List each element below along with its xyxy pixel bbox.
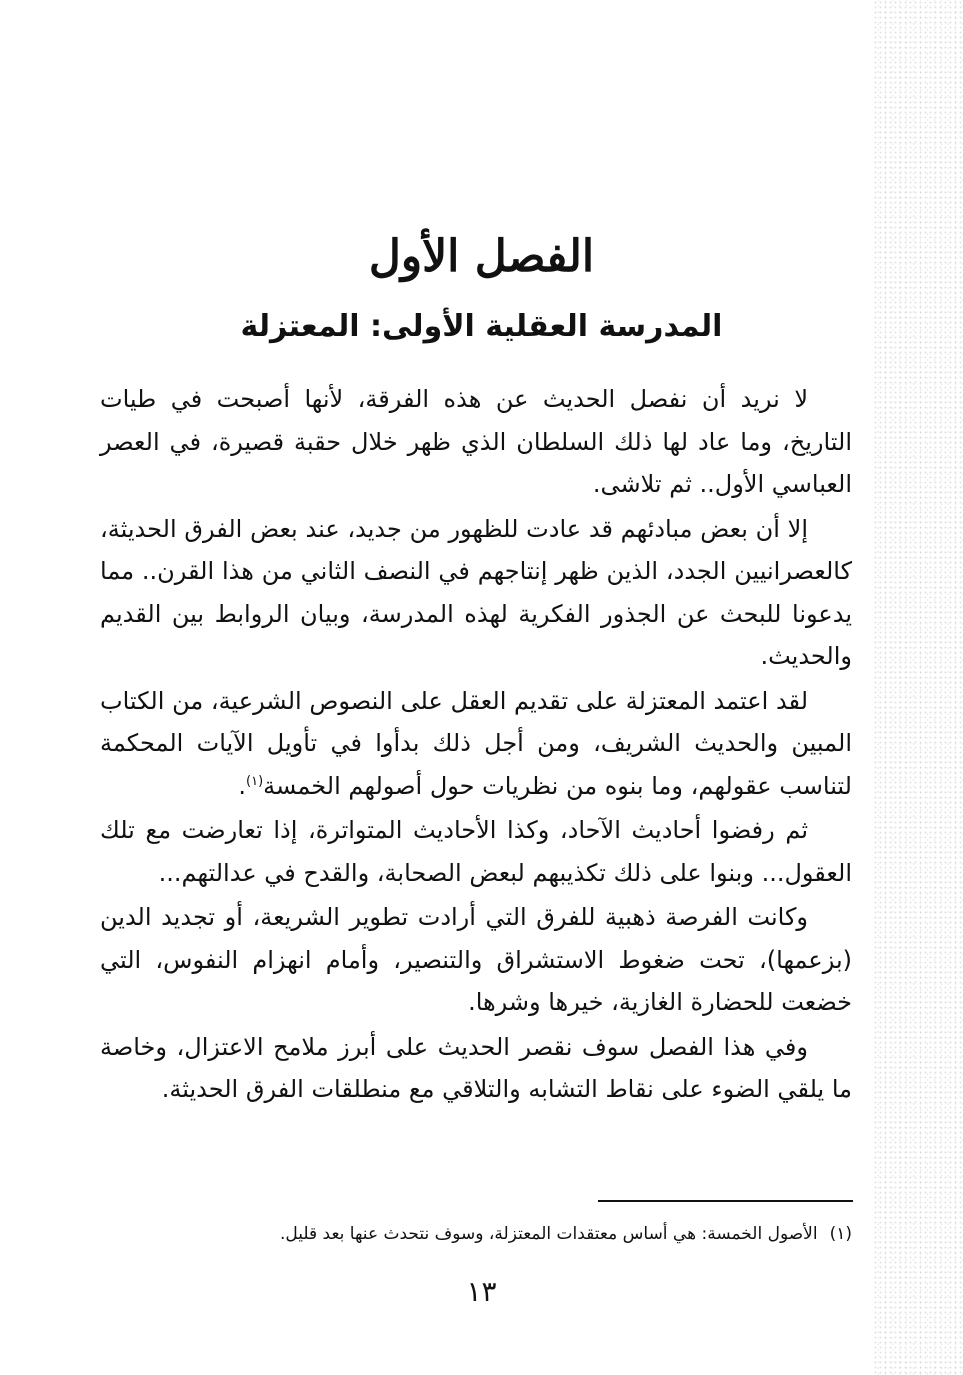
footnote-number: (١)	[829, 1224, 852, 1244]
footnote	[100, 1220, 852, 1248]
footnote-reference: (١)	[246, 773, 264, 789]
chapter-title: الفصل الأول	[368, 231, 595, 282]
section-title: المدرسة العقلية الأولى: المعتزلة	[240, 309, 723, 344]
paragraph-3-end: .	[238, 771, 247, 800]
paragraph-1: لا نريد أن نفصل الحديث عن هذه الفرقة، لأنها أصبحت في طيات التاريخ، وما عاد لها ذلك السلطان الذي ظهر خلال حقبة قصيرة، في العصر العباسي الأول.. ثم تلاشى.	[100, 385, 852, 498]
scan-edge-texture	[873, 0, 963, 1375]
body-text	[100, 378, 852, 1111]
footnote-text: الأصول الخمسة: هي أساس معتقدات المعتزلة، وسوف نتحدث عنها بعد قليل.	[279, 1224, 818, 1244]
paragraph-2: إلا أن بعض مبادئهم قد عادت للظهور من جديد، عند بعض الفرق الحديثة، كالعصرانيين الجدد، الذين ظهر إنتاجهم في النصف الثاني من هذا القرن.. مما يدعونا للبحث عن الجذور الفكرية لهذه المدرسة، وبيان الروابط بين القديم والحديث.	[100, 514, 852, 670]
footnote-divider	[598, 1200, 853, 1202]
paragraph-3-text: لقد اعتمد المعتزلة على تقديم العقل على النصوص الشرعية، من الكتاب المبين والحديث الشريف، ومن أجل ذلك بدأوا في تأويل الآيات المحكمة لتناسب عقولهم، وما بنوه من نظريات حول أصولهم الخمسة	[100, 686, 852, 800]
page-number: ١٣	[466, 1275, 497, 1308]
paragraph-4: ثم رفضوا أحاديث الآحاد، وكذا الأحاديث المتواترة، إذا تعارضت مع تلك العقول... وبنوا على ذلك تكذيبهم لبعض الصحابة، والقدح في عدالتهم...	[100, 816, 852, 887]
paragraph-6: وفي هذا الفصل سوف نقصر الحديث على أبرز ملامح الاعتزال، وخاصة ما يلقي الضوء على نقاط التشابه والتلاقي مع منطلقات الفرق الحديثة.	[100, 1032, 852, 1103]
paragraph-3	[100, 680, 852, 808]
paragraph-5: وكانت الفرصة ذهبية للفرق التي أرادت تطوير الشريعة، أو تجديد الدين (بزعمها)، تحت ضغوط الاستشراق والتنصير، وأمام انهزام النفوس، التي خضعت للحضارة الغازية، خيرها وشرها.	[100, 903, 852, 1016]
